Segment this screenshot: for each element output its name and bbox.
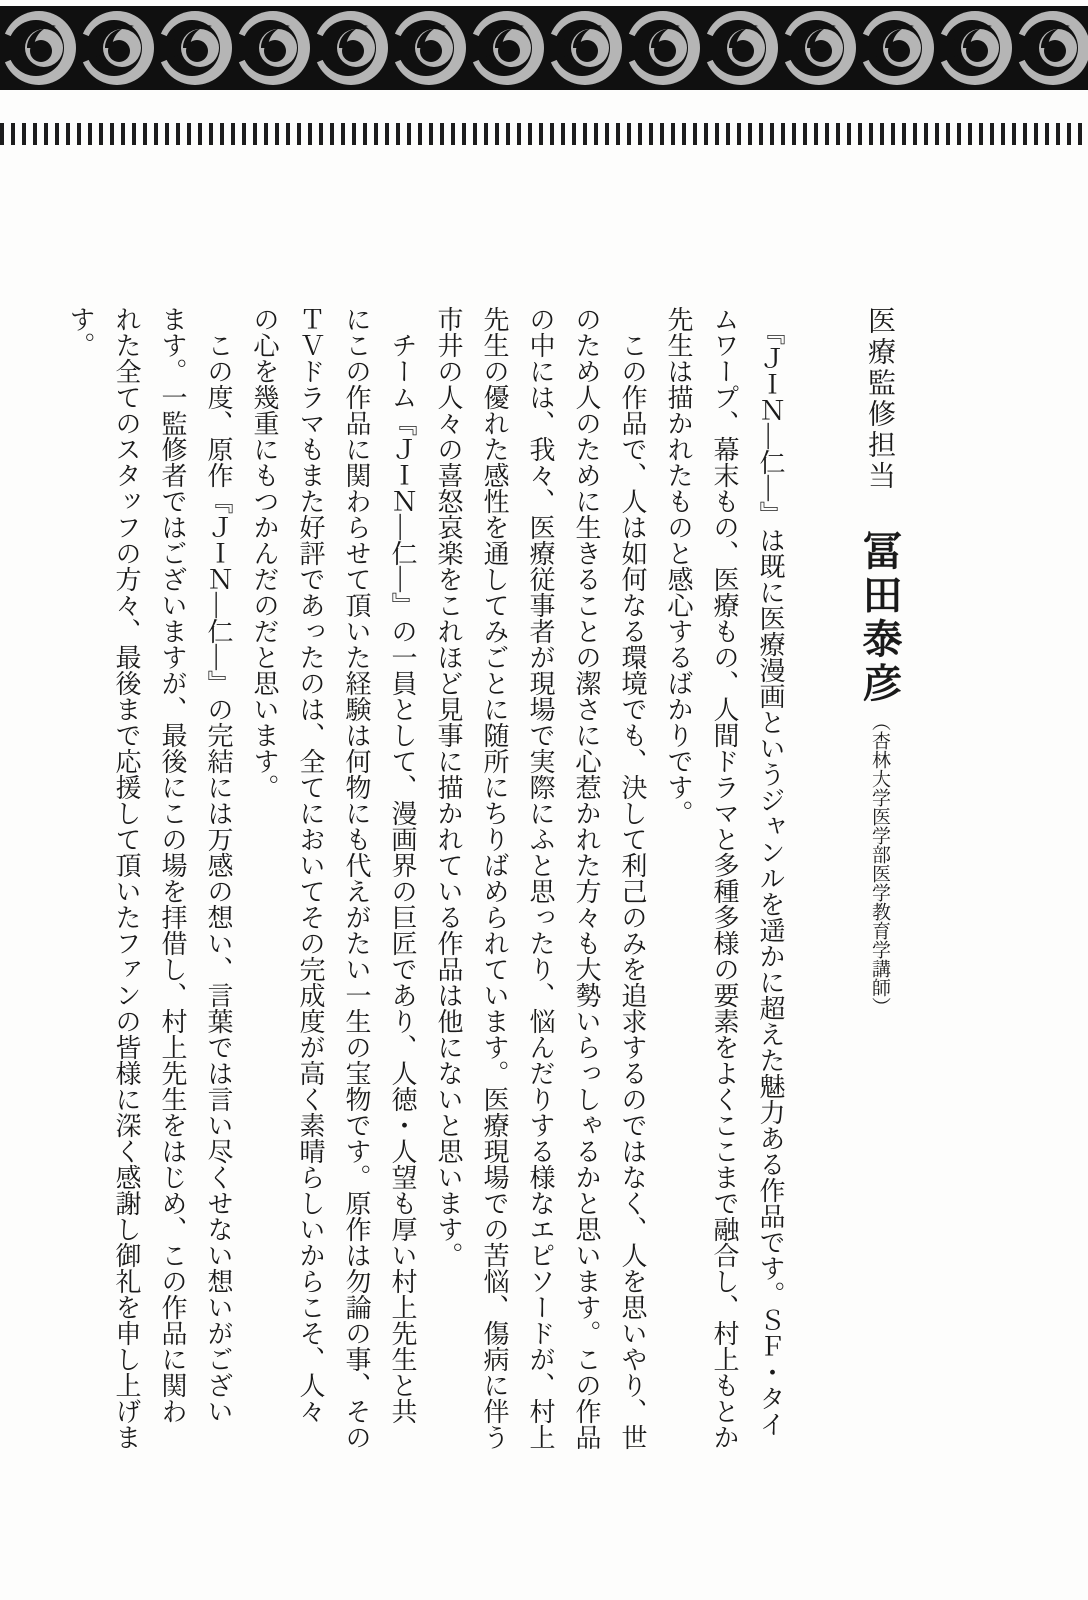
wave-swirl-icon xyxy=(156,6,234,90)
text-column: の中には、我々、医療従事者が現場で実際にふと思ったり、悩んだりする様なエピソードが、村上 xyxy=(526,306,555,1450)
wave-swirl-icon xyxy=(468,6,546,90)
wave-pattern-band xyxy=(0,6,1088,90)
wave-swirl-icon xyxy=(390,6,468,90)
wave-swirl-icon xyxy=(78,6,156,90)
text-column: にこの作品に関わらせて頂いた経験は何物にも代えがたい一生の宝物です。原作は勿論の事、その xyxy=(342,306,371,1450)
text-column: 市井の人々の喜怒哀楽をこれほど見事に描かれている作品は他にないと思います。 xyxy=(434,306,463,1268)
text-column: チーム『ＪＩＮ―仁―』の一員として、漫画界の巨匠であり、人徳・人望も厚い村上先生と共 xyxy=(388,306,417,1424)
author-role: 医療監修担当 xyxy=(864,306,895,492)
author-credit xyxy=(843,306,915,1476)
text-column: この度、原作『ＪＩＮ―仁―』の完結には万感の想い、言葉では言い尽くせない想いがござい xyxy=(204,306,233,1424)
wave-swirl-icon xyxy=(702,6,780,90)
author-affiliation: （杏林大学医学部医学教育学講師） xyxy=(869,712,890,1016)
text-column: す。 xyxy=(66,306,95,358)
text-column: この作品で、人は如何なる環境でも、決して利己のみを追求するのではなく、人を思いやり、世 xyxy=(618,306,647,1450)
text-column: ＴＶドラマもまた好評であったのは、全てにおいてその完成度が高く素晴らしいからこそ、人々 xyxy=(296,306,325,1424)
tick-ruler xyxy=(0,123,1088,145)
body-text-columns xyxy=(57,306,793,1476)
text-column: ムワープ、幕末もの、医療もの、人間ドラマと多種多様の要素をよくここまで融合し、村上もとか xyxy=(710,306,739,1450)
wave-swirl-icon xyxy=(0,6,78,90)
text-column: れた全てのスタッフの方々、最後まで応援して頂いたファンの皆様に深く感謝し御礼を申し上げま xyxy=(112,306,141,1450)
text-column: 先生は描かれたものと感心するばかりです。 xyxy=(664,306,693,826)
text-column: ます。一監修者ではございますが、最後にこの場を拝借し、村上先生をはじめ、この作品に関わ xyxy=(158,306,187,1424)
text-column: のため人のために生きることの潔さに心惹かれた方々も大勢いらっしゃるかと思います。この作品 xyxy=(572,306,601,1450)
wave-swirl-icon xyxy=(312,6,390,90)
wave-swirl-icon xyxy=(1014,6,1088,90)
wave-swirl-icon xyxy=(858,6,936,90)
wave-swirl-icon xyxy=(234,6,312,90)
afterword-text-block xyxy=(57,306,970,1476)
wave-swirl-icon xyxy=(780,6,858,90)
wave-swirl-icon xyxy=(936,6,1014,90)
text-column: の心を幾重にもつかんだのだと思います。 xyxy=(250,306,279,800)
text-column: 先生の優れた感性を通してみごとに随所にちりばめられています。医療現場での苦悩、傷病に伴う xyxy=(480,306,509,1450)
wave-swirl-icon xyxy=(624,6,702,90)
text-column: 『ＪＩＮ―仁―』は既に医療漫画というジャンルを遥かに超えた魅力ある作品です。ＳＦ・タイ xyxy=(756,306,785,1437)
wave-swirl-icon xyxy=(546,6,624,90)
author-name: 冨田泰彦 xyxy=(857,530,902,706)
